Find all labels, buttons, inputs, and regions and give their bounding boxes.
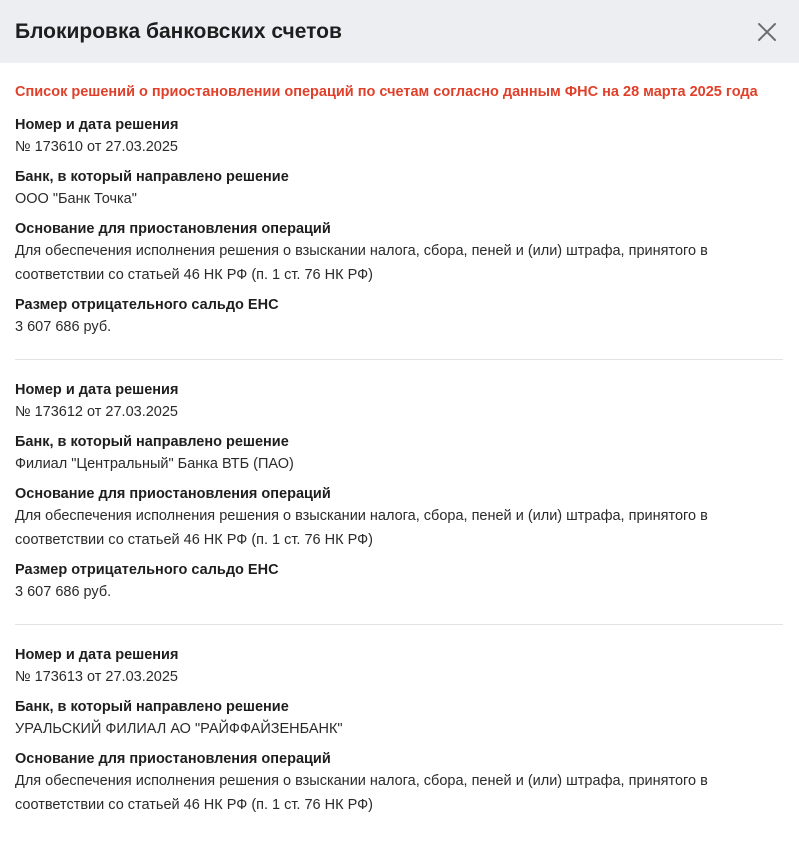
field-label: Банк, в который направлено решение: [15, 169, 289, 185]
field-label: Номер и дата решения: [15, 117, 179, 133]
decision-record: [15, 625, 783, 837]
field-number-date: [15, 380, 783, 424]
field-label: Номер и дата решения: [15, 382, 179, 398]
field-balance: [15, 295, 783, 339]
close-icon: [755, 20, 779, 44]
field-value: Для обеспечения исполнения решения о взыскании налога, сбора, пеней и (или) штрафа, принятого в соответствии со статьей 46 НК РФ (п. 1 ст. 76 НК РФ): [15, 243, 708, 283]
field-value: Для обеспечения исполнения решения о взыскании налога, сбора, пеней и (или) штрафа, принятого в соответствии со статьей 46 НК РФ (п. 1 ст. 76 НК РФ): [15, 508, 708, 548]
field-value: № 173613 от 27.03.2025: [15, 669, 178, 685]
field-value: 3 607 686 руб.: [15, 584, 112, 600]
field-label: Основание для приостановления операций: [15, 486, 331, 502]
field-basis: [15, 749, 783, 817]
field-bank: [15, 697, 783, 741]
dialog-title: Блокировка банковских счетов: [15, 19, 342, 43]
decision-record: [15, 101, 783, 360]
field-label: Банк, в который направлено решение: [15, 434, 289, 450]
field-label: Основание для приостановления операций: [15, 751, 331, 767]
close-button[interactable]: [755, 20, 779, 44]
dialog-content: [0, 83, 799, 837]
field-label: Банк, в который направлено решение: [15, 699, 289, 715]
field-value: 3 607 686 руб.: [15, 319, 112, 335]
field-basis: [15, 484, 783, 552]
field-number-date: [15, 645, 783, 689]
field-value: ООО "Банк Точка": [15, 191, 137, 207]
field-label: Основание для приостановления операций: [15, 221, 331, 237]
field-value: № 173612 от 27.03.2025: [15, 404, 178, 420]
field-number-date: [15, 115, 783, 159]
field-value: Для обеспечения исполнения решения о взыскании налога, сбора, пеней и (или) штрафа, принятого в соответствии со статьей 46 НК РФ (п. 1 ст. 76 НК РФ): [15, 773, 708, 813]
field-value: № 173610 от 27.03.2025: [15, 139, 178, 155]
dialog-header: [0, 0, 799, 63]
field-balance: [15, 560, 783, 604]
field-bank: [15, 432, 783, 476]
decision-record: [15, 360, 783, 625]
notice-text: Список решений о приостановлении операций по счетам согласно данным ФНС на 28 марта 2025 года: [15, 84, 758, 100]
field-label: Размер отрицательного сальдо ЕНС: [15, 297, 279, 313]
field-value: УРАЛЬСКИЙ ФИЛИАЛ АО "РАЙФФАЙЗЕНБАНК": [15, 721, 343, 737]
field-label: Номер и дата решения: [15, 647, 179, 663]
field-basis: [15, 219, 783, 287]
field-label: Размер отрицательного сальдо ЕНС: [15, 562, 279, 578]
field-value: Филиал "Центральный" Банка ВТБ (ПАО): [15, 456, 294, 472]
field-bank: [15, 167, 783, 211]
